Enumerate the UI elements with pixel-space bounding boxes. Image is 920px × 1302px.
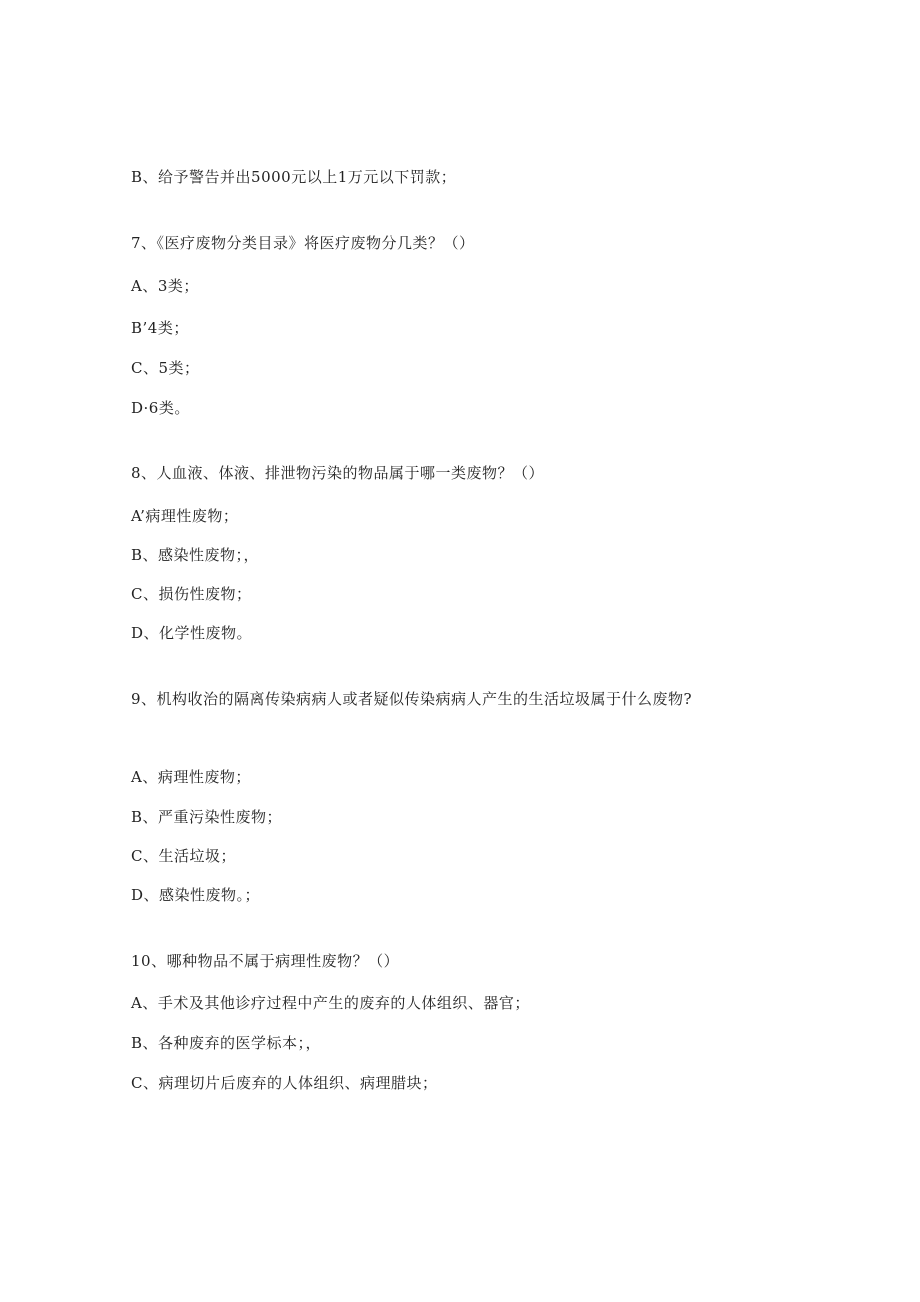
answer-option: D、感染性废物。； xyxy=(131,886,261,904)
answer-option: C、病理切片后废弃的人体组织、病理腊块； xyxy=(131,1074,438,1092)
answer-option: B、各种废弃的医学标本；， xyxy=(131,1034,322,1052)
answer-option: A’病理性废物； xyxy=(131,507,239,525)
answer-option: C、损伤性废物； xyxy=(131,585,252,603)
answer-option: B、给予警告并出5000元以上1万元以下罚款； xyxy=(131,168,457,186)
answer-option: A、3类； xyxy=(131,277,199,295)
answer-option: D、化学性废物。 xyxy=(131,624,253,642)
question-7: 7、《医疗废物分类目录》将医疗废物分几类？（） xyxy=(131,234,475,252)
answer-option: C、生活垃圾； xyxy=(131,847,236,865)
answer-option: B、严重污染性废物； xyxy=(131,808,283,826)
question-8: 8、人血液、体液、排泄物污染的物品属于哪一类废物？（） xyxy=(131,464,545,482)
answer-option: A、病理性废物； xyxy=(131,768,251,786)
answer-option: A、手术及其他诊疗过程中产生的废弃的人体组织、器官； xyxy=(131,994,530,1012)
answer-option: B、感染性废物；， xyxy=(131,546,260,564)
question-10: 10、哪种物品不属于病理性废物？（） xyxy=(131,952,400,970)
answer-option: D·6类。 xyxy=(131,399,190,417)
question-9: 9、机构收治的隔离传染病病人或者疑似传染病病人产生的生活垃圾属于什么废物? xyxy=(131,690,693,708)
answer-option: C、5类； xyxy=(131,359,200,377)
answer-option: B’4类； xyxy=(131,319,189,337)
